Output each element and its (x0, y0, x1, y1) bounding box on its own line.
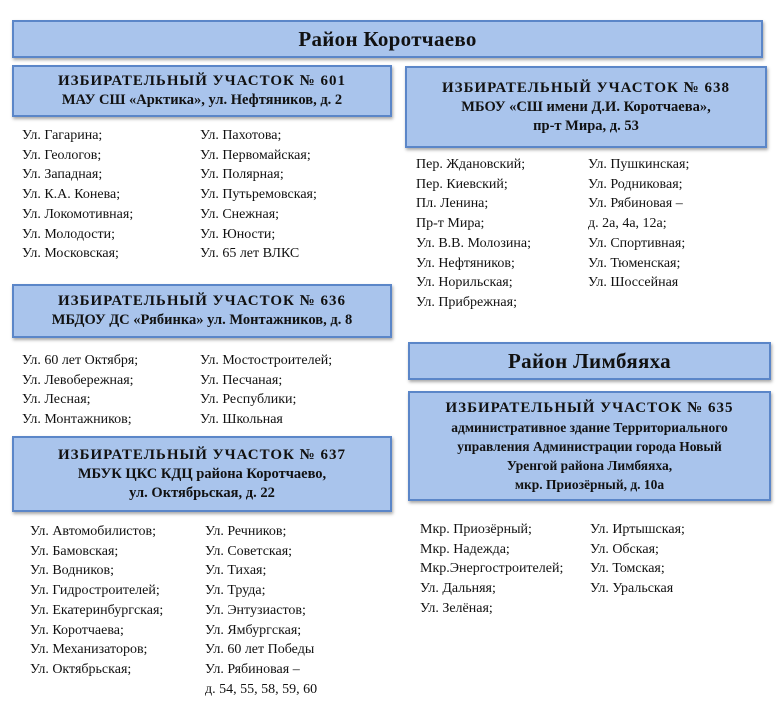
precinct-635-streets-col2 (590, 520, 685, 599)
street-item: Ул. Ямбургская; (205, 622, 302, 638)
precinct-638-header (405, 66, 767, 148)
street-item: Ул. В.В. Молозина; (416, 235, 532, 251)
precinct-637-streets-col1 (30, 522, 163, 680)
street-item: Ул. Гидростроителей; (30, 583, 160, 599)
precinct-637-streets-col2 (205, 522, 317, 699)
street-item: Ул. Советская; (205, 543, 293, 559)
precinct-601-streets-col2 (200, 126, 317, 264)
street-item: Ул. Бамовская; (30, 543, 119, 559)
district-title: Район Лимбяяха (508, 348, 671, 373)
precinct-address: ул. Октябрьская, д. 22 (129, 484, 275, 501)
precinct-address: управления Администрации города Новый (457, 438, 722, 454)
precinct-title: ИЗБИРАТЕЛЬНЫЙ УЧАСТОК № 636 (57, 293, 346, 309)
street-item: Ул. Водников; (30, 563, 114, 579)
street-item: Ул. Гагарина; (22, 128, 103, 143)
district-header-korotchaevo (12, 20, 763, 58)
street-item: Пл. Ленина; (416, 196, 489, 212)
street-item: Ул. Тихая; (205, 563, 267, 579)
street-item: Ул. 60 лет Победы (205, 642, 315, 658)
street-item: Ул. Дальняя; (420, 581, 496, 597)
precinct-address: пр-т Мира, д. 53 (533, 117, 639, 134)
street-item: Мкр.Энергостроителей; (420, 561, 564, 577)
precinct-636-streets-col1 (22, 351, 138, 430)
street-item: Ул. Рябиновая – (205, 661, 300, 677)
street-item: Ул. Путьремовская; (200, 187, 317, 203)
precinct-address: мкр. Приозёрный, д. 10а (514, 476, 665, 492)
precinct-address: Уренгой района Лимбяяха, (506, 457, 673, 473)
precinct-638-streets-col2 (588, 155, 689, 293)
precinct-title: ИЗБИРАТЕЛЬНЫЙ УЧАСТОК № 637 (57, 446, 346, 463)
precinct-601-streets-col1 (22, 126, 133, 264)
street-item: Ул. Механизаторов; (30, 642, 148, 658)
precinct-601-header (12, 65, 392, 117)
street-item: Ул. Коротчаева; (30, 622, 124, 638)
street-item: Ул. Западная; (22, 167, 103, 183)
street-item: Ул. Московская; (22, 246, 119, 262)
street-item: Ул. Пушкинская; (588, 157, 690, 172)
street-item: Ул. Прибрежная; (416, 294, 517, 310)
street-item: д. 54, 55, 58, 59, 60 (205, 681, 318, 697)
precinct-address: МБДОУ ДС «Рябинка» ул. Монтажников, д. 8 (51, 312, 353, 328)
street-item: Пр-т Мира; (416, 216, 485, 232)
district-header-limbyayakha (408, 342, 771, 380)
precinct-address: МАУ СШ «Арктика», ул. Нефтяников, д. 2 (61, 92, 343, 108)
street-item: Ул. Монтажников; (22, 412, 132, 428)
street-item: Ул. Локомотивная; (22, 206, 134, 222)
street-item: Ул. 65 лет ВЛКС (200, 246, 300, 262)
street-item: Ул. Снежная; (200, 206, 280, 222)
street-item: Ул. Родниковая; (588, 176, 683, 192)
street-item: Ул. Молодости; (22, 226, 116, 242)
street-item: Ул. Шоссейная (588, 275, 679, 291)
street-item: Ул. Полярная; (200, 167, 284, 183)
street-item: Ул. Геологов; (22, 147, 102, 163)
street-item: Мкр. Приозёрный; (420, 522, 532, 537)
street-item: Ул. Лесная; (22, 392, 91, 408)
street-item: Ул. Первомайская; (200, 147, 311, 163)
street-item: Ул. Речников; (205, 524, 287, 539)
street-item: Ул. Юности; (200, 226, 276, 242)
street-item: Ул. 60 лет Октября; (22, 353, 139, 368)
street-item: Пер. Ждановский; (416, 157, 526, 172)
district-title: Район Коротчаево (298, 26, 477, 51)
precinct-title: ИЗБИРАТЕЛЬНЫЙ УЧАСТОК № 601 (57, 73, 346, 89)
street-item: Ул. Республики; (200, 392, 297, 408)
street-item: Мкр. Надежда; (420, 541, 510, 557)
precinct-title: ИЗБИРАТЕЛЬНЫЙ УЧАСТОК № 635 (445, 399, 734, 416)
street-item: д. 2а, 4а, 12а; (588, 216, 667, 232)
precinct-636-streets-col2 (200, 351, 332, 430)
precinct-635-streets-col1 (420, 520, 563, 619)
precinct-address: административное здание Территориального (451, 419, 728, 435)
precinct-address: МБОУ «СШ имени Д.И. Коротчаева», (461, 98, 711, 115)
street-item: Ул. Песчаная; (200, 372, 283, 388)
street-item: Ул. Пахотова; (200, 128, 282, 143)
street-item: Ул. Зелёная; (420, 600, 493, 616)
precinct-638-streets-col1 (416, 155, 531, 313)
street-item: Ул. Мостостроителей; (200, 353, 333, 368)
street-item: Ул. Иртышская; (590, 522, 685, 537)
precinct-635-header (408, 391, 771, 501)
street-item: Ул. Труда; (205, 583, 266, 599)
street-item: Ул. Норильская; (416, 275, 513, 291)
street-item: Ул. Школьная (200, 412, 283, 428)
street-item: Ул. Уральская (590, 581, 674, 597)
street-item: Ул. Рябиновая – (588, 196, 683, 212)
street-item: Ул. Октябрьская; (30, 661, 132, 677)
precinct-636-header (12, 284, 392, 338)
street-item: Ул. Спортивная; (588, 235, 686, 251)
precinct-title: ИЗБИРАТЕЛЬНЫЙ УЧАСТОК № 638 (441, 79, 730, 96)
street-item: Ул. Нефтяников; (416, 255, 515, 271)
street-item: Ул. К.А. Конева; (22, 187, 121, 203)
street-item: Ул. Екатеринбургская; (30, 602, 164, 618)
street-item: Ул. Тюменская; (588, 255, 681, 271)
street-item: Пер. Киевский; (416, 176, 508, 192)
street-item: Ул. Автомобилистов; (30, 524, 156, 539)
street-item: Ул. Обская; (590, 541, 659, 557)
precinct-address: МБУК ЦКС КДЦ района Коротчаево, (77, 465, 327, 482)
precinct-637-header (12, 436, 392, 512)
street-item: Ул. Томская; (590, 561, 665, 577)
street-item: Ул. Энтузиастов; (205, 602, 306, 618)
street-item: Ул. Левобережная; (22, 372, 134, 388)
